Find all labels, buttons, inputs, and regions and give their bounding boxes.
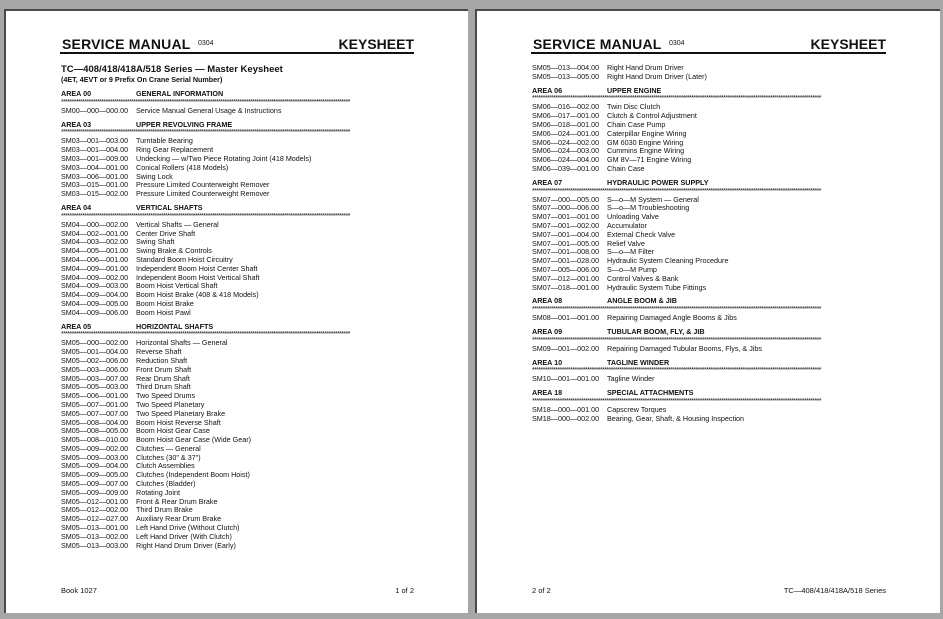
item-code: SM18—000—002.00 (532, 413, 600, 423)
area-number: AREA 03 (61, 119, 92, 129)
document-title: TC—408/418/418A/518 Series — Master Keysheet (61, 64, 283, 75)
area-section (61, 204, 416, 318)
item-code: SM03—015—002.00 (61, 189, 129, 199)
item-description: Caterpillar Engine Wiring (607, 128, 687, 138)
item-description: Boom Hoist Brake (408 & 418 Models) (136, 290, 259, 300)
page-body (532, 64, 888, 429)
item-description: Boom Hoist Vertical Shaft (136, 281, 218, 291)
item-description: Control Valves & Bank (607, 273, 679, 283)
item-code: SM08—001—001.00 (532, 313, 600, 323)
item-code: SM10—001—001.00 (532, 374, 600, 384)
page-header (531, 36, 886, 54)
item-description: S—o—M System — General (607, 194, 699, 204)
area-name: TUBULAR BOOM, FLY, & JIB (607, 326, 705, 336)
item-description: Independent Boom Hoist Vertical Shaft (136, 272, 260, 282)
document-page-2 (475, 9, 940, 613)
item-description: Vertical Shafts — General (136, 219, 219, 229)
item-code: SM05—001—004.00 (61, 347, 129, 357)
area-number: AREA 18 (532, 388, 563, 398)
item-code: SM05—007—007.00 (61, 408, 129, 418)
item-description: Swing Lock (136, 171, 173, 181)
area-name: VERTICAL SHAFTS (136, 202, 203, 212)
area-number: AREA 05 (61, 321, 92, 331)
item-code: SM07—001—008.00 (532, 247, 600, 257)
item-description: Clutches — General (136, 443, 201, 453)
header-code: 0304 (198, 40, 214, 47)
item-description: Bearing, Gear, Shaft, & Housing Inspection (607, 413, 745, 423)
area-section (532, 328, 888, 354)
item-description: Chain Case Pump (607, 119, 666, 129)
area-heading (532, 389, 888, 398)
area-heading (61, 121, 416, 130)
item-description: Pressure Limited Counterweight Remover (136, 180, 270, 190)
item-description: Pressure Limited Counterweight Remover (136, 189, 270, 199)
area-number: AREA 08 (532, 296, 563, 306)
area-section (532, 87, 888, 174)
item-description: Undecking — w/Two Piece Rotating Joint (418 Models) (136, 153, 312, 163)
item-code: SM03—001—003.00 (61, 136, 129, 146)
item-description: Swing Shaft (136, 237, 175, 247)
area-name: TAGLINE WINDER (607, 357, 670, 367)
item-code: SM06—017—001.00 (532, 111, 600, 121)
list-item (532, 314, 888, 323)
area-name: SPECIAL ATTACHMENTS (607, 388, 694, 398)
asterisk-divider: **************************************************************************************************************************************** (532, 397, 821, 404)
item-description: S—o—M Pump (607, 264, 657, 274)
item-code: SM04—009—003.00 (61, 281, 129, 291)
area-section (61, 90, 416, 116)
list-item (532, 415, 888, 424)
item-description: Ring Gear Replacement (136, 145, 214, 155)
area-name: GENERAL INFORMATION (136, 89, 224, 98)
list-item (532, 284, 888, 293)
asterisk-divider: **************************************************************************************************************************************** (61, 129, 350, 136)
area-number: AREA 10 (532, 357, 563, 367)
header-code: 0304 (669, 40, 685, 47)
footer-book: Book 1027 (61, 586, 97, 595)
item-code: SM05—013—005.00 (532, 71, 600, 81)
item-description: Turntable Bearing (136, 136, 193, 146)
item-description: Repairing Damaged Tubular Booms, Flys, & Jibs (607, 343, 762, 353)
area-heading (61, 204, 416, 213)
area-sections (61, 90, 416, 550)
list-item (532, 375, 888, 384)
item-description: Rear Drum Shaft (136, 373, 190, 383)
item-description: Repairing Damaged Angle Booms & Jibs (607, 313, 737, 323)
document-subtitle: (4ET, 4EVT or 9 Prefix On Crane Serial Number) (61, 75, 223, 84)
item-code: SM09—001—002.00 (532, 343, 600, 353)
asterisk-divider: **************************************************************************************************************************************** (532, 95, 821, 102)
item-description: Capscrew Torques (607, 404, 667, 414)
item-code: SM03—001—009.00 (61, 153, 129, 163)
item-code: SM04—005—001.00 (61, 246, 129, 256)
item-code: SM03—001—004.00 (61, 145, 129, 155)
asterisk-divider: **************************************************************************************************************************************** (532, 367, 821, 374)
header-title: SERVICE MANUAL (62, 36, 191, 52)
item-code: SM07—005—006.00 (532, 264, 600, 274)
area-heading (61, 90, 416, 99)
area-name: HORIZONTAL SHAFTS (136, 321, 214, 331)
item-code: SM05—009—002.00 (61, 443, 129, 453)
item-description: Clutch Assemblies (136, 461, 195, 471)
item-code: SM07—018—001.00 (532, 282, 600, 292)
item-description: Horizontal Shafts — General (136, 338, 228, 348)
item-description: External Check Valve (607, 229, 676, 239)
header-keysheet: KEYSHEET (810, 36, 886, 52)
item-code: SM05—000—002.00 (61, 338, 129, 348)
area-heading (532, 87, 888, 96)
area-section (61, 323, 416, 551)
footer-page-number: 2 of 2 (532, 586, 551, 595)
area-section (532, 389, 888, 423)
item-description: Unloading Valve (607, 212, 659, 222)
item-description: Conical Rollers (418 Models) (136, 162, 229, 172)
item-description: Standard Boom Hoist Circuitry (136, 254, 233, 264)
item-code: SM05—012—002.00 (61, 505, 129, 515)
item-description: Clutches (Bladder) (136, 479, 196, 489)
item-code: SM06—024—001.00 (532, 128, 600, 138)
item-code: SM05—007—001.00 (61, 399, 129, 409)
asterisk-divider: **************************************************************************************************************************************** (61, 98, 350, 105)
item-description: Clutches (30" & 37") (136, 452, 201, 462)
item-description: Two Speed Drums (136, 391, 196, 401)
header-title: SERVICE MANUAL (533, 36, 662, 52)
item-code: SM07—001—001.00 (532, 212, 600, 222)
list-item (532, 345, 888, 354)
list-item (61, 542, 416, 551)
list-item (532, 73, 888, 82)
item-description: Clutch & Control Adjustment (607, 111, 697, 121)
item-code: SM07—001—004.00 (532, 229, 600, 239)
item-description: Rotating Joint (136, 487, 180, 497)
item-code: SM07—001—005.00 (532, 238, 600, 248)
item-description: S—o—M Filter (607, 247, 655, 257)
header-keysheet: KEYSHEET (338, 36, 414, 52)
item-code: SM06—024—004.00 (532, 155, 600, 165)
item-description: Service Manual General Usage & Instructions (136, 105, 282, 115)
area-heading (532, 179, 888, 188)
item-code: SM18—000—001.00 (532, 404, 600, 414)
item-code: SM07—012—001.00 (532, 273, 600, 283)
document-page-1 (4, 9, 468, 613)
item-code: SM03—006—001.00 (61, 171, 129, 181)
area-number: AREA 00 (61, 89, 92, 98)
item-description: Boom Hoist Gear Case (Wide Gear) (136, 435, 252, 445)
item-description: Two Speed Planetary (136, 399, 205, 409)
area-number: AREA 04 (61, 202, 92, 212)
item-code: SM05—013—002.00 (61, 531, 129, 541)
item-description: Boom Hoist Reverse Shaft (136, 417, 221, 427)
list-item (61, 309, 416, 318)
item-code: SM04—009—001.00 (61, 263, 129, 273)
item-code: SM04—006—001.00 (61, 254, 129, 264)
item-description: Right Hand Drum Driver (Early) (136, 540, 236, 550)
asterisk-divider: **************************************************************************************************************************************** (61, 331, 350, 338)
item-description: Two Speed Planetary Brake (136, 408, 226, 418)
item-description: Front Drum Shaft (136, 364, 192, 374)
item-code: SM04—009—005.00 (61, 298, 129, 308)
item-description: Auxiliary Rear Drum Brake (136, 514, 222, 524)
item-code: SM04—000—002.00 (61, 219, 129, 229)
area-number: AREA 07 (532, 177, 563, 187)
item-code: SM04—009—002.00 (61, 272, 129, 282)
area-section (532, 359, 888, 385)
item-code: SM03—004—001.00 (61, 162, 129, 172)
area-heading (532, 297, 888, 306)
footer-series: TC—408/418/418A/518 Series (783, 586, 886, 595)
item-description: Clutches (Independent Boom Hoist) (136, 470, 250, 480)
area-heading (532, 328, 888, 337)
item-code: SM04—003—002.00 (61, 237, 129, 247)
item-description: Reverse Shaft (136, 347, 182, 357)
item-code: SM05—008—005.00 (61, 426, 129, 436)
item-code: SM06—016—002.00 (532, 102, 600, 112)
area-name: ANGLE BOOM & JIB (607, 296, 677, 306)
item-description: GM 8V—71 Engine Wiring (607, 155, 692, 165)
item-code: SM05—008—004.00 (61, 417, 129, 427)
area-number: AREA 06 (532, 85, 563, 95)
item-description: S—o—M Troubleshooting (607, 203, 690, 213)
item-code: SM04—009—004.00 (61, 290, 129, 300)
area-section (532, 297, 888, 323)
item-code: SM03—015—001.00 (61, 180, 129, 190)
item-code: SM04—009—006.00 (61, 307, 129, 317)
item-description: Front & Rear Drum Brake (136, 496, 218, 506)
item-code: SM05—013—004.00 (532, 63, 600, 72)
page-body (61, 64, 416, 555)
item-description: Swing Brake & Controls (136, 246, 212, 256)
item-code: SM05—009—005.00 (61, 470, 129, 480)
item-description: Boom Hoist Pawl (136, 307, 191, 317)
item-description: Accumulator (607, 220, 647, 230)
continued-items (532, 64, 888, 82)
item-code: SM05—009—004.00 (61, 461, 129, 471)
list-item (61, 107, 416, 116)
item-code: SM06—024—003.00 (532, 146, 600, 156)
area-name: UPPER REVOLVING FRAME (136, 119, 233, 129)
asterisk-divider: **************************************************************************************************************************************** (532, 187, 821, 194)
item-code: SM05—013—003.00 (61, 540, 129, 550)
item-description: Boom Hoist Gear Case (136, 426, 210, 436)
item-description: Boom Hoist Brake (136, 298, 194, 308)
page-header (60, 36, 414, 54)
asterisk-divider: **************************************************************************************************************************************** (532, 336, 821, 343)
item-description: Twin Disc Clutch (607, 102, 661, 112)
area-sections (532, 87, 888, 424)
area-name: HYDRAULIC POWER SUPPLY (607, 177, 709, 187)
item-description: Chain Case (607, 163, 645, 173)
list-item (532, 165, 888, 174)
item-code: SM07—001—002.00 (532, 220, 600, 230)
item-code: SM05—013—001.00 (61, 523, 129, 533)
item-description: Third Drum Brake (136, 505, 193, 515)
item-description: Center Drive Shaft (136, 228, 196, 238)
area-section (532, 179, 888, 293)
asterisk-divider: **************************************************************************************************************************************** (61, 212, 350, 219)
item-description: Reduction Shaft (136, 355, 188, 365)
item-description: Hydraulic System Cleaning Procedure (607, 256, 729, 266)
item-code: SM05—009—003.00 (61, 452, 129, 462)
item-code: SM05—006—001.00 (61, 391, 129, 401)
asterisk-divider: **************************************************************************************************************************************** (532, 306, 821, 313)
item-code: SM05—003—007.00 (61, 373, 129, 383)
item-code: SM00—000—000.00 (61, 105, 129, 115)
item-code: SM07—000—006.00 (532, 203, 600, 213)
area-heading (532, 359, 888, 368)
area-heading (61, 323, 416, 332)
item-code: SM06—018—001.00 (532, 119, 600, 129)
item-code: SM05—009—009.00 (61, 487, 129, 497)
list-item (61, 190, 416, 199)
footer-page-number: 1 of 2 (395, 586, 414, 595)
item-description: Left Hand Drive (Without Clutch) (136, 523, 240, 533)
item-code: SM04—002—001.00 (61, 228, 129, 238)
item-code: SM05—002—006.00 (61, 355, 129, 365)
area-number: AREA 09 (532, 326, 563, 336)
item-description: Right Hand Drum Driver (Later) (607, 71, 707, 81)
item-code: SM07—001—028.00 (532, 256, 600, 266)
item-code: SM05—012—001.00 (61, 496, 129, 506)
item-code: SM05—003—006.00 (61, 364, 129, 374)
item-code: SM05—012—027.00 (61, 514, 129, 524)
item-code: SM06—039—001.00 (532, 163, 600, 173)
item-description: Third Drum Shaft (136, 382, 191, 392)
item-description: Independent Boom Hoist Center Shaft (136, 263, 258, 273)
item-description: Right Hand Drum Driver (607, 63, 684, 72)
item-code: SM05—008—010.00 (61, 435, 129, 445)
item-description: Cummins Engine Wiring (607, 146, 685, 156)
area-section (61, 121, 416, 199)
item-code: SM05—005—003.00 (61, 382, 129, 392)
item-description: GM 6030 Engine Wiring (607, 137, 684, 147)
item-code: SM06—024—002.00 (532, 137, 600, 147)
item-description: Relief Valve (607, 238, 645, 248)
item-description: Hydraulic System Tube Fittings (607, 282, 707, 292)
item-code: SM05—009—007.00 (61, 479, 129, 489)
item-description: Left Hand Driver (With Clutch) (136, 531, 232, 541)
item-code: SM07—000—005.00 (532, 194, 600, 204)
area-name: UPPER ENGINE (607, 85, 662, 95)
item-description: Tagline Winder (607, 374, 655, 384)
